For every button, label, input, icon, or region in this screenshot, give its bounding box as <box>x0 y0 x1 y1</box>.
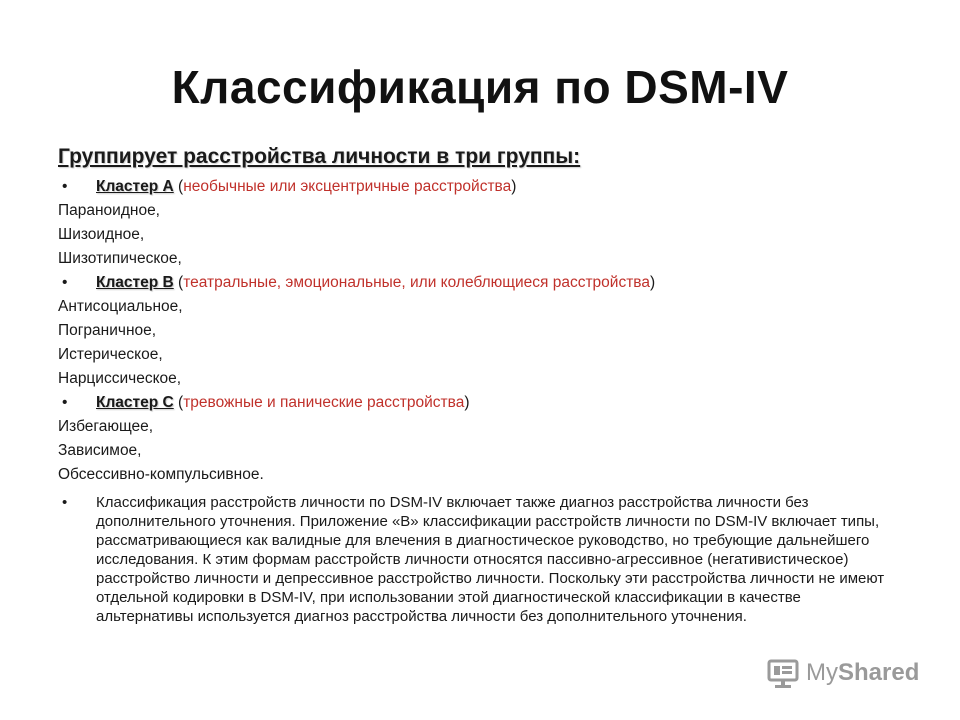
watermark-text-my: My <box>806 659 838 686</box>
watermark-text-shared: Shared <box>838 659 920 686</box>
list-item: Обсессивно-компульсивное. <box>58 466 264 483</box>
bullet-icon: • <box>62 178 68 195</box>
list-item: Антисоциальное, <box>58 298 183 315</box>
cluster-a-name: Кластер А <box>96 178 174 195</box>
slide-title: Классификация по DSM-IV <box>171 61 789 113</box>
list-item: Зависимое, <box>58 442 142 459</box>
list-item: Истерическое, <box>58 346 163 363</box>
list-item: Шизотипическое, <box>58 250 182 267</box>
bullet-icon: • <box>62 494 68 511</box>
cluster-b-description: театральные, эмоциональные, или колеблющиеся расстройства <box>183 274 650 291</box>
paren-close: ) <box>511 178 517 195</box>
cluster-b-line <box>58 271 878 295</box>
slide-content <box>58 145 885 626</box>
list-item: Параноидное, <box>58 202 160 219</box>
bullet-icon: • <box>62 394 68 411</box>
list-item: Нарциссическое, <box>58 370 182 387</box>
list-item: Пограничное, <box>58 322 157 339</box>
note-text: Классификация расстройств личности по DSM-IV включает также диагноз расстройства личности без дополнительного уточнения. Приложение «В» классификации расстройств личности по DSM-IV включает типы, рассматривающиеся как валидные для влечения в диагностическое руководство, но требующие дальнейшего исследования. К этим формам расстройств личности относятся пассивно-агрессивное (негативистическое) расстройство личности и депрессивное расстройство личности. Поскольку эти расстройства личности не имеют отдельной кодировки в DSM-IV, при использовании этой диагностической классификации в качестве альтернативы используется диагноз расстройства личности без дополнительного уточнения. <box>96 494 885 625</box>
list-item: Шизоидное, <box>58 226 145 243</box>
paren-close: ) <box>464 394 470 411</box>
paren-close: ) <box>650 274 656 291</box>
cluster-c-description: тревожные и панические расстройства <box>183 394 465 411</box>
cluster-c-line <box>58 391 878 415</box>
note-paragraph <box>58 493 886 626</box>
paren-open: ( <box>173 178 184 195</box>
bullet-icon: • <box>62 274 68 291</box>
watermark-logo <box>766 656 919 690</box>
slides-icon <box>766 657 800 689</box>
cluster-b-name: Кластер B <box>96 274 174 291</box>
cluster-a-description: необычные или эксцентричные расстройства <box>183 178 512 195</box>
section-heading: Группирует расстройства личности в три группы: <box>58 145 581 168</box>
paren-open: ( <box>173 394 184 411</box>
list-item: Избегающее, <box>58 418 154 435</box>
paren-open: ( <box>173 274 184 291</box>
cluster-c-name: Кластер C <box>96 394 174 411</box>
cluster-a-line <box>58 175 878 199</box>
